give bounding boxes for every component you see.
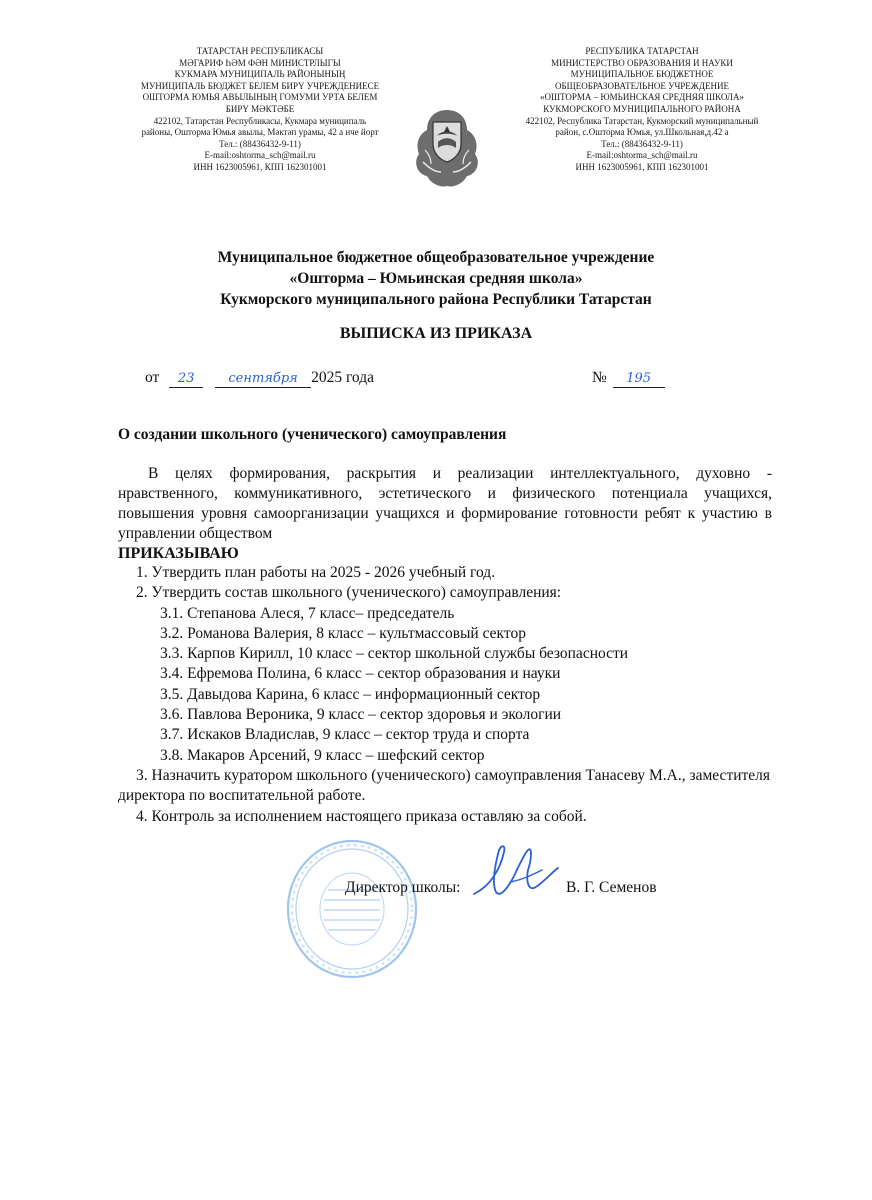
date-line: [145, 369, 374, 388]
header-left-line: ТАТАРСТАН РЕСПУБЛИКАСЫ: [196, 46, 324, 56]
director-name: В. Г. Семенов: [566, 879, 657, 896]
header-left-line: ИНН 1623005961, КПП 162301001: [193, 161, 327, 172]
coat-of-arms-emblem: [405, 102, 489, 192]
point-1: 1. Утвердить план работы на 2025 - 2026 учебный год.: [136, 564, 496, 581]
header-left-line: ОШТОРМА ЮМЬЯ АВЫЛЫНЫҢ ГОМУМИ УРТА БЕЛЕМ: [142, 92, 378, 103]
date-prefix: от: [145, 369, 160, 386]
header-right: [492, 46, 792, 174]
member-item: 3.7. Искаков Владислав, 9 класс – сектор труда и спорта: [160, 726, 530, 744]
point-2: 2. Утвердить состав школьного (ученического) самоуправления:: [136, 584, 562, 602]
director-signature: [470, 840, 562, 902]
number-label: №: [592, 369, 607, 386]
order-subject: О создании школьного (ученического) самоуправления: [118, 426, 507, 443]
member-item: 3.6. Павлова Вероника, 9 класс – сектор здоровья и экологии: [160, 706, 562, 724]
institution-line-1: Муниципальное бюджетное общеобразовательное учреждение: [217, 249, 655, 266]
header-left-line: МУНИЦИПАЛЬ БЮДЖЕТ БЕЛЕМ БИРҮ УЧРЕЖДЕНИЕСЕ: [140, 80, 380, 91]
order-number-line: [592, 369, 665, 388]
member-item: 3.3. Карпов Кирилл, 10 класс – сектор школьной службы безопасности: [160, 645, 629, 663]
director-title: Директор школы:: [345, 879, 461, 896]
header-right-line: район, с.Ошторма Юмья, ул.Школьная,д.42 а: [555, 127, 729, 138]
header-right-line: МИНИСТЕРСТВО ОБРАЗОВАНИЯ И НАУКИ: [551, 57, 733, 68]
header-left-line: Тел.: (88436432-9-11): [219, 138, 301, 149]
signature-line: [345, 879, 460, 897]
member-item: 3.8. Макаров Арсений, 9 класс – шефский сектор: [160, 746, 485, 764]
header-left: [110, 46, 410, 174]
header-left-line: КУКМАРА МУНИЦИПАЛЬ РАЙОНЫНЫҢ: [174, 69, 346, 80]
date-day: 23: [169, 371, 203, 388]
round-stamp: [284, 838, 420, 980]
point-4: 4. Контроль за исполнением настоящего приказа оставляю за собой.: [136, 807, 587, 825]
director-name-line: [566, 879, 657, 897]
order-number: 195: [613, 371, 665, 388]
header-left-line: 422102, Татарстан Республикасы, Кукмара муниципаль: [153, 115, 367, 126]
preamble-text: В целях формирования, раскрытия и реализации интеллектуального, духовно - нравственного, коммуникативного, эстетического и физического потенциала учащихся, повышения уровня самоорганизации учащихся и формирование готовности ребят к участию в управлении обществом: [118, 465, 772, 542]
institution-name: [0, 247, 872, 310]
member-item: 3.5. Давыдова Карина, 6 класс – информационный сектор: [160, 685, 541, 703]
header-left-line: МӘГАРИФ ҺӘМ ФӘН МИНИСТРЛЫГЫ: [179, 57, 341, 68]
order-points: [118, 563, 778, 827]
header-right-line: КУКМОРСКОГО МУНИЦИПАЛЬНОГО РАЙОНА: [543, 103, 741, 114]
member-item: 3.1. Степанова Алеся, 7 класс– председатель: [160, 604, 455, 622]
header-left-line: БИРҮ МӘКТӘБЕ: [225, 103, 295, 114]
header-right-line: ИНН 1623005961, КПП 162301001: [575, 161, 709, 172]
header-left-line: E-mail:oshtorma_sch@mail.ru: [204, 150, 316, 161]
institution-line-2: «Ошторма – Юмьинская средняя школа»: [289, 270, 583, 287]
order-word: ПРИКАЗЫВАЮ: [118, 545, 239, 562]
header-right-line: E-mail:oshtorma_sch@mail.ru: [586, 150, 698, 161]
date-month: сентября: [215, 371, 311, 388]
member-item: 3.4. Ефремова Полина, 6 класс – сектор образования и науки: [160, 665, 561, 683]
header-right-line: Тел.: (88436432-9-11): [601, 138, 683, 149]
header-right-line: ОБЩЕОБРАЗОВАТЕЛЬНОЕ УЧРЕЖДЕНИЕ: [554, 80, 729, 91]
date-year: 2025 года: [311, 369, 374, 386]
point-3: 3. Назначить куратором школьного (ученического) самоуправления Танасеву М.А., заместителя директора по воспитательной работе.: [118, 766, 771, 805]
header-right-line: РЕСПУБЛИКА ТАТАРСТАН: [585, 46, 699, 56]
header-left-line: районы, Ошторма Юмья авылы, Мәктәп урамы, 42 а нче йорт: [141, 127, 379, 138]
header-right-line: МУНИЦИПАЛЬНОЕ БЮДЖЕТНОЕ: [570, 69, 714, 80]
header-right-line: «ОШТОРМА – ЮМЬИНСКАЯ СРЕДНЯЯ ШКОЛА»: [539, 92, 745, 103]
header-right-line: 422102, Республика Татарстан, Кукморский муниципальный: [525, 115, 759, 126]
preamble: [118, 464, 772, 544]
document-title: ВЫПИСКА ИЗ ПРИКАЗА: [339, 325, 533, 342]
member-item: 3.2. Романова Валерия, 8 класс – культмассовый сектор: [160, 624, 526, 642]
institution-line-3: Кукморского муниципального района Республики Татарстан: [220, 291, 652, 308]
